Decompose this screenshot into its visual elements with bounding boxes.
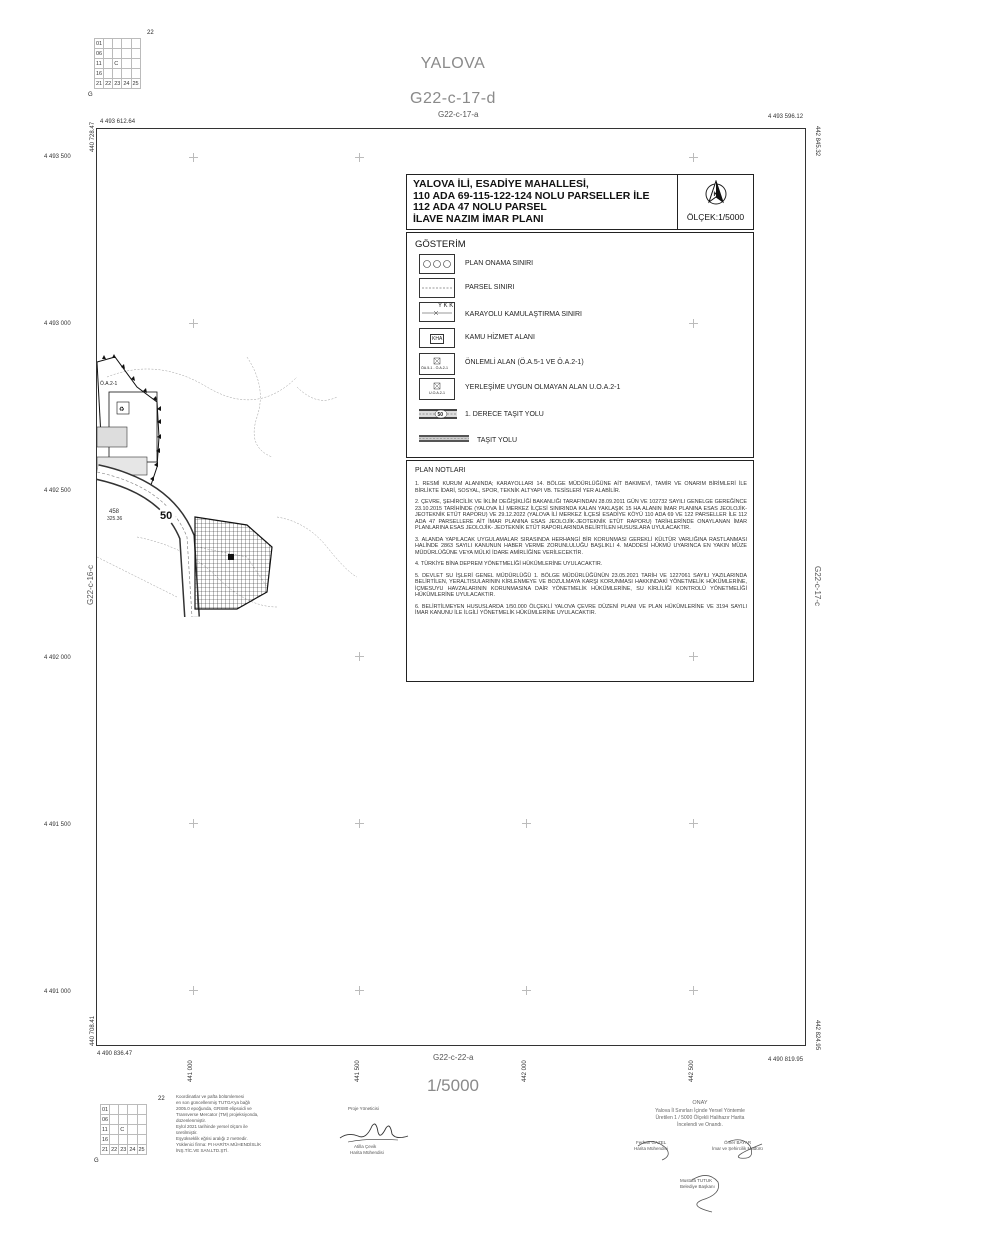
road-class-label: 50	[160, 510, 173, 522]
highway-expropriation-symbol-icon	[419, 302, 455, 322]
signer2-role: İmar ve Şehircilik Müdürü	[712, 1146, 763, 1151]
project-manager-role: Harita Mühendisi	[350, 1150, 384, 1155]
plan-boundary-symbol-icon	[419, 254, 455, 274]
north-arrow-icon	[703, 180, 729, 206]
parcel-number: 458	[109, 509, 120, 515]
corner-coord-top-left: 4 493 612.64	[100, 119, 136, 125]
northing-label: 4 492 500	[44, 488, 71, 494]
project-manager-name: Atilla Çevik	[354, 1144, 377, 1149]
grid-cross	[355, 153, 364, 162]
elevation-value: 325.36	[107, 516, 123, 522]
legend-box: GÖSTERİM PLAN ONAMA SINIRI PARSEL SINIRI Y K K KARAYOLU KAMULAŞTIRMA SINIRI KHA KAMU HİZMET ALANI ÖA.5-1 - Ö.A.2-1 ÖNLEMLİ ALAN (Ö.A.5-1 VE Ö.A.2-1) U.O.A.2-1 YERLEŞİME UYGUN OLMAYAN ALAN U.O.A.2-1 50 1. DERECE TAŞIT YOLU TAŞIT YOLU	[406, 232, 754, 458]
northing-label: 4 493 000	[44, 321, 71, 327]
grid-cross	[355, 652, 364, 661]
approval-block	[622, 1092, 778, 1222]
easting-label: 441 000	[188, 1060, 194, 1082]
grid-cross	[689, 819, 698, 828]
road-symbol-icon	[419, 434, 471, 444]
plan-note: 2. ÇEVRE, ŞEHİRCİLİK VE İKLİM DEĞİŞİKLİĞİ BAKANLIĞI TARAFINDAN 28.09.2011 GÜN VE 102732 SAYILI GENELGE GEREĞİNCE 23.10.2015 TARİHİNDE (YALOVA İLİ MERKEZ İLÇESİ SINIRINDA KALAN YAKLAŞIK 15 HA ALANIN İMAR PLANINA ESAS JEOLOJİK-JEOTEKNİK ETÜT RAPORU) VE 29.12.2022 (YALOVA İLİ MERKEZ İLÇESİ ESADİYE KÖYÜ 110 ADA 69 VE 122 PARSELLER İLE 112 ADA 47 PARSELLERE AİT İMAR PLANINA ESAS JEOLOJİK-JEOTEKNİK ETÜT RAPORU) TARİHLERİNDE ONAYLANAN İMAR PLANLARINA ESAS JEOLOJİK- JEOTEKNİK ETÜT RAPORLARINDA BELİRTİLEN HUSUSLARA UYULACAKTIR.	[415, 499, 747, 531]
svg-text:♻: ♻	[119, 406, 125, 413]
project-manager-title: Proje Yöneticisi	[348, 1106, 379, 1111]
grid-cross	[189, 986, 198, 995]
northing-label: 4 491 500	[44, 822, 71, 828]
plan-notes-list	[415, 481, 747, 622]
plan-area-map	[97, 347, 397, 617]
grid-cross	[689, 153, 698, 162]
corner-coord-bottom-right: 4 490 819.95	[768, 1057, 804, 1063]
grid-cross	[522, 819, 531, 828]
index-table: 01 06 11 C 16 21 22 23 24 25	[96, 40, 139, 87]
parcel-boundary-symbol-icon	[419, 278, 455, 298]
top-neighbor-sheet: G22-c-17-a	[438, 110, 479, 119]
public-service-symbol-icon: KHA	[419, 328, 455, 348]
corner-coord-left-bottom: 440 708.41	[90, 1015, 96, 1046]
approval-text: Yalova İl Sınırları İçinde Yersel Yöntemle Üretilen 1 / 5000 Ölçekli Halihazır Harita İncelendi ve Onandı.	[655, 1108, 745, 1128]
project-manager-signature-icon	[338, 1118, 410, 1146]
signer3-name: Mustafa TUTUK	[680, 1178, 713, 1183]
unsuitable-area-symbol-icon: U.O.A.2-1	[419, 378, 455, 400]
easting-label: 442 500	[689, 1060, 695, 1082]
bottom-neighbor-sheet: G22-c-22-a	[433, 1053, 474, 1062]
easting-label: 441 500	[355, 1060, 361, 1082]
northing-label: 4 491 000	[44, 989, 71, 995]
plan-scale: ÖLÇEK:1/5000	[686, 212, 745, 222]
approval-title: ONAY	[692, 1100, 708, 1106]
signer3-role: Belediye Başkanı	[680, 1184, 715, 1189]
plan-notes-title: PLAN NOTLARI	[415, 467, 466, 474]
index-side-label: G	[88, 92, 93, 98]
northing-label: 4 493 500	[44, 154, 71, 160]
plan-note: 6. BELİRTİLMEYEN HUSUSLARDA 1/50.000 ÖLÇEKLİ YALOVA ÇEVRE DÜZENİ PLANI VE PLAN HÜKÜMLERİNE VE 3194 SAYILI İMAR KANUNU İLE İLGİLİ YÖNETMELİK HÜKÜMLERİNE UYULACAKTIR.	[415, 603, 747, 616]
grid-cross	[689, 986, 698, 995]
grid-cross	[522, 986, 531, 995]
corner-coord-bottom-left: 4 490 836.47	[97, 1051, 133, 1057]
first-degree-road-symbol-icon	[419, 407, 459, 421]
province-title: YALOVA	[420, 55, 486, 72]
index-corner-label: 22	[147, 30, 154, 36]
plan-title: YALOVA İLİ, ESADİYE MAHALLESİ, 110 ADA 69-115-122-124 NOLU PARSELLER İLE 112 ADA 47 NOLU PARSEL İLAVE NAZIM İMAR PLANI	[413, 178, 650, 225]
left-neighbor-sheet: G22-c-16-c	[86, 564, 95, 605]
plan-note: 4. TÜRKİYE BİNA DEPREM YÖNETMELİĞİ HÜKÜMLERİNE UYULACAKTIR.	[415, 561, 603, 567]
signer1-name: Ferhan GAZEL	[636, 1140, 667, 1145]
grid-cross	[189, 819, 198, 828]
survey-info: Koordinatlar ve pafta bölümlemesi en son güncellenmiş TUTGA'ya bağlı 2005.0 epoğunda, GRS80 elipsoidi ve Transverse Mercator (TM) projeksiyonda, düzenlenmiştir. Eylül 2021 tarihinde yersel ölçüm ile üretilmiştir. Eşyükseklik eğrisi aralığı 2 metredir. Yüklenici firma: PI HARİTA MÜHENDİSLİK İNŞ.TİC.VE SAN.LTD.ŞTİ.	[176, 1094, 262, 1153]
signer1-role: Harita Mühendisi	[634, 1146, 668, 1151]
svg-text:50: 50	[437, 412, 444, 418]
map-area-label: Ö.A.2-1	[100, 381, 118, 387]
grid-cross	[189, 153, 198, 162]
corner-coord-left-top: 440 728.47	[90, 121, 96, 152]
plan-note: 1. RESMİ KURUM ALANINDA; KARAYOLLARI 14. BÖLGE MÜDÜRLÜĞÜNE AİT BAKIMEVİ, TAMİR VE ONARIM BİRİMLERİ İLE BİRLİKTE İDARİ, SOSYAL, SPOR, TEKNİK ALTYAPI VB. TESİSLERİ YER ALABİLİR.	[415, 481, 747, 494]
footer-scale: 1/5000	[427, 1076, 479, 1095]
signer2-name: Ömer BAYAR	[724, 1140, 752, 1145]
title-block	[406, 174, 754, 230]
corner-coord-right-bottom: 442 824.95	[814, 1020, 820, 1051]
easting-label: 442 000	[522, 1060, 528, 1082]
plan-note: 5. DEVLET SU İŞLERİ GENEL MÜDÜRLÜĞÜ 1. BÖLGE MÜDÜRLÜĞÜNÜN 23.05.2021 TARİH VE 1227061 SAYILI YAZILARINDA BELİRTİLEN, YERALTISULARININ KİRLENMEYE VE BOZULMAYA KARŞI KORUNMASI HAKKINDAKİ YÖNETMELİK HÜKÜMLERİNE, İÇMESUYU HAVZALARININ KORUNMASINA DAİR YÖNETMELİK HÜKÜMLERİNE, SU KİRLİLİĞİ KONTROLÜ YÖNETMELİĞİ HÜKÜMLERİNE UYULACAKTIR.	[415, 572, 747, 598]
index-table: 01 06 11 C 16 21 22 23 24 25	[102, 1106, 145, 1153]
north-letter: K	[713, 192, 718, 198]
plan-notes-box	[406, 460, 754, 682]
northing-label: 4 492 000	[44, 655, 71, 661]
grid-cross	[355, 986, 364, 995]
legend-title: GÖSTERİM	[415, 239, 466, 250]
grid-cross	[355, 819, 364, 828]
grid-cross	[189, 319, 198, 328]
precaution-area-symbol-icon: ÖA.5-1 - Ö.A.2-1	[419, 353, 455, 375]
scale-cell	[677, 175, 753, 229]
right-neighbor-sheet: G22-c-17-c	[813, 566, 822, 607]
plan-note: 3. ALANDA YAPILACAK UYGULAMALAR SIRASINDA HERHANGİ BİR KORUNMASI GEREKLİ KÜLTÜR VARLIĞINA RASTLANMASI HALİNDE 2863 SAYILI KANUNUN HABER VERME ZORUNLULUĞU BAŞLIKLI 4. MADDESİ HÜKMÜ UYARINCA EN YAKIN MÜZE MÜDÜRLÜĞÜNE VEYA MÜLKİ İDARE AMİRLİĞİNE VERİLECEKTİR.	[415, 536, 747, 556]
corner-coord-top-right: 4 493 596.12	[768, 114, 804, 120]
ykk-symbol-text: Y K K	[438, 303, 454, 309]
corner-coord-right-top: 442 845.32	[814, 126, 820, 157]
sheet-id: G22-c-17-d	[410, 90, 496, 107]
